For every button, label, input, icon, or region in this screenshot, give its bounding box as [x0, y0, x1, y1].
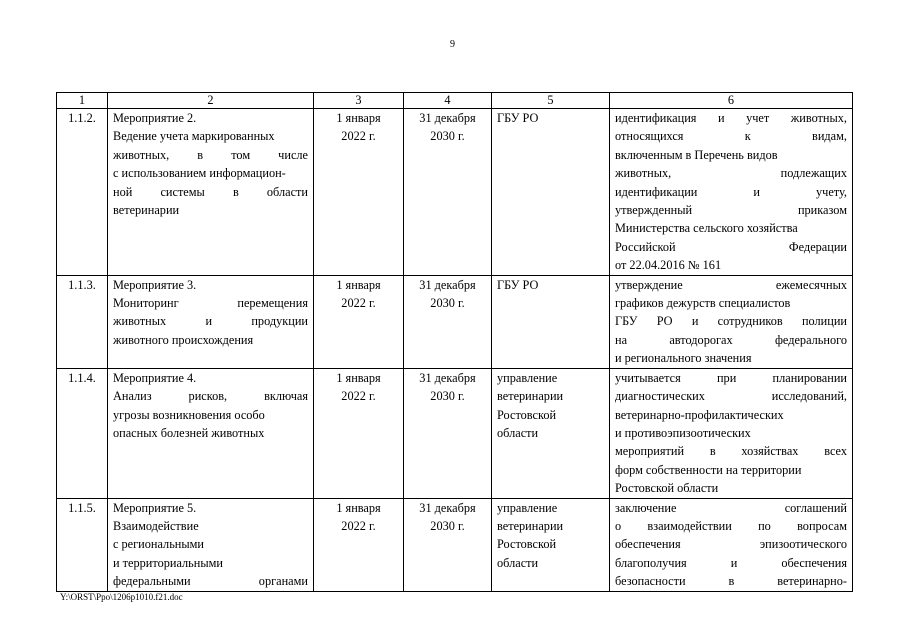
page-number: 9: [450, 39, 455, 50]
cell-line: диагностических исследований,: [615, 389, 847, 404]
cell-line: животных, подлежащих: [615, 166, 847, 181]
column-header: 2: [108, 93, 314, 109]
start-date-cell: [314, 275, 404, 368]
file-path-footer: Y:\ORST\Ppo\1206p1010.f21.doc: [60, 592, 183, 602]
end-date-cell: [404, 498, 492, 591]
row-number-cell: [57, 498, 108, 591]
cell-line: 31 декабря: [419, 500, 476, 515]
cell-line: Ростовской: [497, 537, 557, 552]
cell-line: Мероприятие 4.: [113, 370, 197, 385]
cell-line: 31 декабря: [419, 277, 476, 292]
cell-line: ГБУ РО и сотрудников полиции: [615, 314, 847, 329]
cell-line: 1 января: [336, 277, 381, 292]
row-number-cell: [57, 109, 108, 276]
end-date-cell: [404, 109, 492, 276]
cell-line: опасных болезней животных: [113, 425, 265, 440]
cell-line: ной системы в области: [113, 184, 308, 199]
cell-line: относящихся к видам,: [615, 129, 847, 144]
column-header: 5: [492, 93, 610, 109]
cell-line: идентификации и учету,: [615, 184, 847, 199]
row-number-cell: [57, 368, 108, 498]
cell-line: Ростовской: [497, 407, 557, 422]
cell-line: ветеринарии: [497, 518, 564, 533]
end-date-cell: [404, 368, 492, 498]
cell-line: управление: [497, 500, 558, 515]
cell-line: включенным в Перечень видов: [615, 147, 778, 162]
result-cell: [610, 368, 853, 498]
cell-line: 2030 г.: [430, 389, 465, 404]
row-number: 1.1.2.: [68, 111, 96, 125]
cell-line: управление: [497, 370, 558, 385]
cell-line: области: [497, 555, 539, 570]
end-date-cell: [404, 275, 492, 368]
cell-line: Мероприятие 3.: [113, 277, 197, 292]
cell-line: безопасности в ветеринарно-: [615, 574, 847, 589]
measure-title-cell: [108, 275, 314, 368]
column-header: 6: [610, 93, 853, 109]
cell-line: 2030 г.: [430, 129, 465, 144]
cell-line: ветеринарии: [113, 203, 180, 218]
cell-line: Мониторинг перемещения: [113, 296, 308, 311]
cell-line: с использованием информацион-: [113, 166, 286, 181]
executor-cell: [492, 275, 610, 368]
row-number: 1.1.3.: [68, 277, 96, 292]
result-cell: [610, 109, 853, 276]
cell-line: форм собственности на территории: [615, 462, 802, 477]
cell-line: Российской Федерации: [615, 239, 847, 254]
cell-line: и противоэпизоотических: [615, 425, 751, 440]
cell-line: учитывается при планировании: [615, 370, 847, 385]
cell-line: ГБУ РО: [497, 277, 539, 292]
cell-line: ГБУ РО: [497, 111, 539, 125]
cell-line: Ведение учета маркированных: [113, 129, 275, 144]
cell-line: благополучия и обеспечения: [615, 555, 847, 570]
cell-line: с региональными: [113, 537, 205, 552]
row-number: 1.1.4.: [68, 370, 96, 385]
cell-line: животных и продукции: [113, 314, 308, 329]
cell-line: и территориальными: [113, 555, 223, 570]
cell-line: угрозы возникновения особо: [113, 407, 265, 422]
cell-line: на автодорогах федерального: [615, 332, 847, 347]
executor-cell: [492, 109, 610, 276]
table-row: [57, 275, 853, 368]
cell-line: 2022 г.: [341, 296, 376, 311]
table-row: [57, 368, 853, 498]
cell-line: утвержденный приказом: [615, 203, 847, 218]
cell-line: мероприятий в хозяйствах всех: [615, 444, 847, 459]
row-number-cell: [57, 275, 108, 368]
cell-line: 31 декабря: [419, 370, 476, 385]
cell-line: 1 января: [336, 370, 381, 385]
result-cell: [610, 498, 853, 591]
cell-line: области: [497, 425, 539, 440]
cell-line: и регионального значения: [615, 351, 752, 366]
cell-line: Анализ рисков, включая: [113, 389, 308, 404]
cell-line: заключение соглашений: [615, 500, 847, 515]
cell-line: 1 января: [336, 500, 381, 515]
cell-line: ветеринарно-профилактических: [615, 407, 784, 422]
executor-cell: [492, 368, 610, 498]
cell-line: Ростовской области: [615, 481, 719, 496]
measure-title-cell: [108, 368, 314, 498]
cell-line: идентификация и учет животных,: [615, 111, 847, 125]
cell-line: Мероприятие 5.: [113, 500, 197, 515]
table-row: [57, 498, 853, 591]
cell-line: о взаимодействии по вопросам: [615, 518, 847, 533]
column-header: 1: [57, 93, 108, 109]
cell-line: 2022 г.: [341, 389, 376, 404]
cell-line: 1 января: [336, 111, 381, 125]
start-date-cell: [314, 368, 404, 498]
start-date-cell: [314, 498, 404, 591]
cell-line: 2030 г.: [430, 518, 465, 533]
cell-line: графиков дежурств специалистов: [615, 296, 791, 311]
cell-line: 2030 г.: [430, 296, 465, 311]
start-date-cell: [314, 109, 404, 276]
row-number: 1.1.5.: [68, 500, 96, 515]
measure-title-cell: [108, 498, 314, 591]
cell-line: утверждение ежемесячных: [615, 277, 847, 292]
cell-line: животного происхождения: [113, 332, 254, 347]
column-header: 3: [314, 93, 404, 109]
cell-line: животных, в том числе: [113, 147, 308, 162]
cell-line: Министерства сельского хозяйства: [615, 221, 798, 236]
header-row: [57, 93, 853, 109]
column-header: 4: [404, 93, 492, 109]
cell-line: 2022 г.: [341, 129, 376, 144]
table-row: [57, 109, 853, 276]
measure-title-cell: [108, 109, 314, 276]
cell-line: Взаимодействие: [113, 518, 199, 533]
measures-table: [56, 92, 853, 592]
result-cell: [610, 275, 853, 368]
cell-line: Мероприятие 2.: [113, 111, 197, 125]
cell-line: от 22.04.2016 № 161: [615, 258, 722, 273]
cell-line: 31 декабря: [419, 111, 476, 125]
cell-line: ветеринарии: [497, 389, 564, 404]
cell-line: федеральными органами: [113, 574, 308, 589]
cell-line: 2022 г.: [341, 518, 376, 533]
cell-line: обеспечения эпизоотического: [615, 537, 847, 552]
executor-cell: [492, 498, 610, 591]
